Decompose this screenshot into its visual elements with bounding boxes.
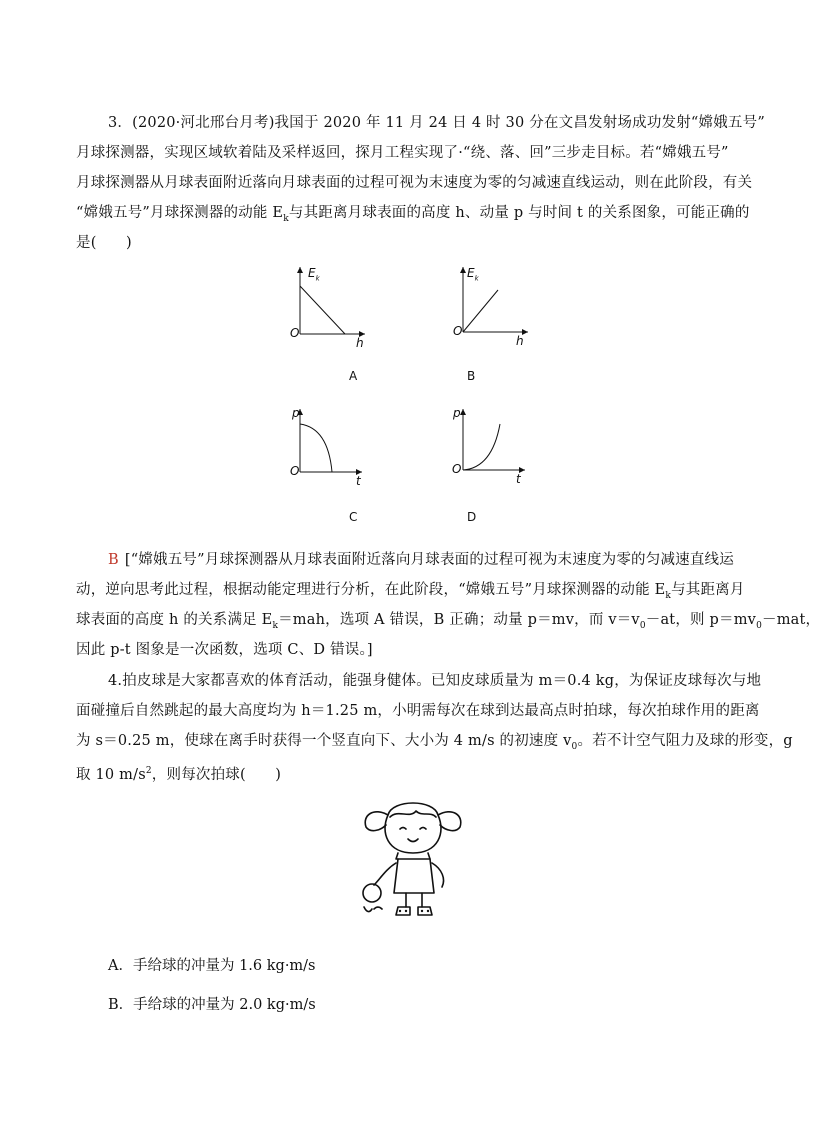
graph-c-svg bbox=[290, 404, 380, 494]
q3-line-3: 月球探测器从月球表面附近落向月球表面的过程可视为末速度为零的匀减速直线运动，则在此阶段，有关 bbox=[76, 175, 753, 191]
graph-b-caption: B bbox=[467, 369, 476, 383]
graph-a-ylabel: $E_k$ bbox=[308, 266, 320, 283]
graph-d bbox=[450, 404, 540, 498]
graph-a-origin: O bbox=[290, 326, 300, 340]
option-a: A．手给球的冲量为 1.6 kg·m/s bbox=[108, 958, 316, 974]
graph-d-curve bbox=[463, 424, 500, 470]
answer-3 bbox=[108, 545, 734, 575]
q4-line-2: 面碰撞后自然跳起的最大高度均为 h＝1.25 m，小明需每次在球到达最高点时拍球，每次拍球作用的距离 bbox=[76, 703, 760, 719]
girl-bouncing-ball-illustration bbox=[358, 793, 473, 932]
graph-c-ylabel: p bbox=[292, 406, 300, 420]
graph-b-line bbox=[463, 290, 498, 332]
graph-c bbox=[290, 404, 380, 498]
question-4 bbox=[108, 666, 762, 696]
question-3-body bbox=[76, 138, 753, 258]
graph-b-xlabel: h bbox=[516, 334, 524, 348]
option-b: B．手给球的冲量为 2.0 kg·m/s bbox=[108, 997, 316, 1013]
graph-c-xlabel: t bbox=[356, 474, 361, 488]
answer-3-line-4: 因此 p-t 图象是一次函数，选项 C、D 错误。] bbox=[76, 642, 373, 658]
graph-b-ylabel: $E_k$ bbox=[467, 266, 479, 283]
graph-d-svg bbox=[450, 404, 540, 494]
answer-letter: B bbox=[108, 552, 119, 568]
q3-line-5: 是( ) bbox=[76, 235, 132, 251]
graph-d-origin: O bbox=[452, 462, 462, 476]
q3-line-2: 月球探测器，实现区域软着陆及采样返回，探月工程实现了·“绕、落、回”三步走目标。若“嫦娥五号” bbox=[76, 145, 729, 161]
answer-3-line-2: 动，逆向思考此过程，根据动能定理进行分析，在此阶段，“嫦娥五号”月球探测器的动能 $E_k$与其距离月 bbox=[76, 582, 745, 601]
graph-a bbox=[290, 262, 380, 356]
graph-d-xlabel: t bbox=[516, 472, 521, 486]
graph-a-svg bbox=[290, 262, 380, 352]
girl-illustration-svg bbox=[358, 793, 473, 928]
graph-c-origin: O bbox=[290, 464, 300, 478]
q3-line-1: 3．(2020·河北邢台月考)我国于 2020 年 11 月 24 日 4 时 30 分在文昌发射场成功发射“嫦娥五号” bbox=[108, 115, 765, 131]
answer-3-body bbox=[76, 575, 820, 665]
graph-a-line bbox=[300, 286, 345, 334]
graph-b-origin: O bbox=[453, 324, 463, 338]
graph-b-svg bbox=[450, 262, 540, 352]
graph-d-caption: D bbox=[467, 510, 477, 524]
graph-b bbox=[450, 262, 540, 356]
graph-a-caption: A bbox=[349, 369, 358, 383]
graph-c-curve bbox=[300, 424, 332, 472]
graph-a-xlabel: h bbox=[356, 336, 364, 350]
question-4-body bbox=[76, 696, 793, 786]
graph-d-ylabel: p bbox=[453, 406, 461, 420]
q3-line-4: “嫦娥五号”月球探测器的动能 $E_k$与其距离月球表面的高度 h、动量 p 与时间 t 的关系图象，可能正确的 bbox=[76, 205, 750, 224]
answer-3-line-3: 球表面的高度 h 的关系满足 $E_k=mah$，选项 A 错误，B 正确；动量 p＝mv，而 $v=v_0-at$，则 $p=mv_0-mat$， bbox=[76, 612, 820, 631]
answer-3-line-1: B [“嫦娥五号”月球探测器从月球表面附近落向月球表面的过程可视为末速度为零的匀减速直线运 bbox=[108, 552, 734, 568]
q4-line-1: 4.拍皮球是大家都喜欢的体育活动，能强身健体。已知皮球质量为 m＝0.4 kg，为保证皮球每次与地 bbox=[108, 673, 762, 689]
q4-line-3: 为 s＝0.25 m，使球在离手时获得一个竖直向下、大小为 4 m/s 的初速度 $v_0$。若不计空气阻力及球的形变，g bbox=[76, 733, 793, 752]
graph-c-caption: C bbox=[349, 510, 358, 524]
q4-line-4: 取 10 $m/s^2$，则每次拍球( ) bbox=[76, 766, 282, 783]
question-3 bbox=[108, 108, 765, 138]
